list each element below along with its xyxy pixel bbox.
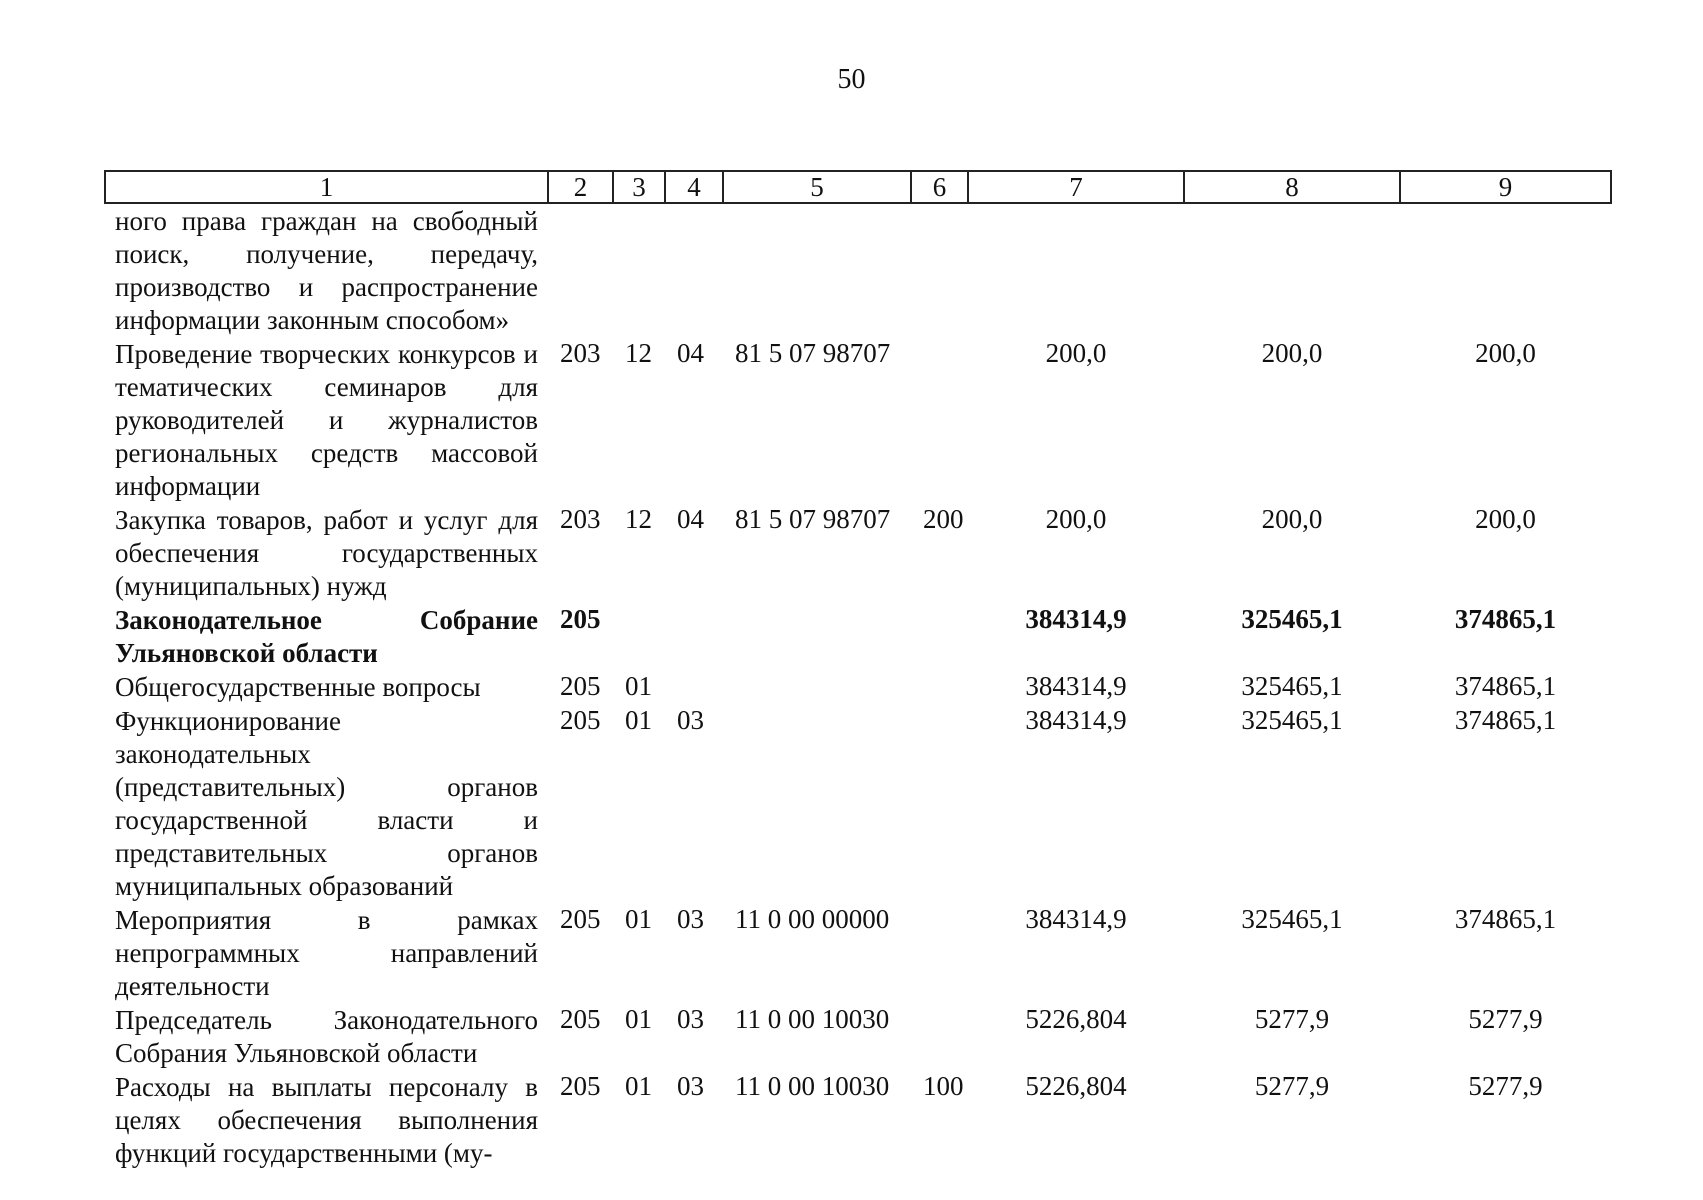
page-number: 50 (837, 64, 866, 95)
row-amount-col9-cell: 5277,9 (1468, 1071, 1543, 1101)
row-vr-code-cell (911, 603, 968, 670)
row-csr-code-cell (723, 603, 911, 670)
row-rz-code-cell: 12 (625, 504, 652, 534)
row-amount-col9-cell: 374865,1 (1454, 604, 1557, 634)
row-csr-code-cell (723, 670, 911, 704)
row-amount-col7-cell: 384314,9 (1025, 904, 1127, 934)
row-amount-col8-cell: 325465,1 (1241, 604, 1343, 634)
row-pr-code-cell: 04 (677, 504, 704, 534)
row-amount-col8-cell: 325465,1 (1241, 671, 1343, 701)
row-amount-col7-cell: 384314,9 (1025, 705, 1127, 735)
row-name-cell: Председатель Законодательного Собрания Ульяновской области (115, 1005, 538, 1068)
row-amount-col9-cell: 5277,9 (1468, 1004, 1543, 1034)
row-csr-code-cell (723, 203, 911, 337)
row-vr-code-cell (911, 670, 968, 704)
row-gr-code-cell: 205 (560, 671, 601, 701)
table-row (105, 704, 1611, 903)
row-rz-code-cell (613, 203, 665, 337)
row-vr-code-cell (911, 203, 968, 337)
row-name-cell: Закупка товаров, работ и услуг для обеспечения государственных (муниципальных) нужд (115, 505, 538, 601)
row-name-cell: Общегосударственные вопросы (115, 672, 481, 702)
row-csr-code-cell: 11 0 00 10030 (735, 1004, 890, 1034)
row-pr-code-cell: 03 (677, 904, 704, 934)
row-vr-code-cell: 100 (923, 1071, 964, 1101)
row-csr-code-cell: 81 5 07 98707 (735, 504, 891, 534)
row-amount-col8-cell: 325465,1 (1241, 705, 1343, 735)
table-row (105, 337, 1611, 503)
header-cell-1: 1 (105, 171, 548, 203)
row-name-cell: Расходы на выплаты персоналу в целях обеспечения выполнения функций государственными (му- (115, 1072, 538, 1168)
table-row (105, 503, 1611, 603)
row-rz-code-cell: 01 (625, 705, 652, 735)
row-pr-code-cell: 03 (677, 705, 704, 735)
row-name-cell: Мероприятия в рамках непрограммных направлений деятельности (115, 905, 538, 1001)
row-amount-col7-cell: 384314,9 (1025, 604, 1127, 634)
row-amount-col9-cell (1400, 203, 1611, 337)
row-pr-code-cell: 03 (677, 1071, 704, 1101)
row-name-cell: Законодательное Собрание Ульяновской области (115, 605, 538, 668)
row-name-cell: Проведение творческих конкурсов и тематических семинаров для руководителей и журналистов региональных средств массовой информации (115, 339, 538, 501)
row-amount-col9-cell: 374865,1 (1454, 705, 1557, 735)
table-row (105, 670, 1611, 704)
row-amount-col8-cell: 200,0 (1261, 504, 1323, 534)
table-row (105, 203, 1611, 337)
row-gr-code-cell: 203 (560, 504, 601, 534)
table-body (105, 203, 1611, 1170)
row-pr-code-cell (665, 670, 723, 704)
header-cell-4: 4 (665, 171, 723, 203)
row-gr-code-cell (548, 203, 613, 337)
row-rz-code-cell (613, 603, 665, 670)
row-vr-code-cell (911, 337, 968, 503)
row-csr-code-cell: 11 0 00 00000 (735, 904, 890, 934)
row-gr-code-cell: 205 (560, 705, 601, 735)
budget-table (104, 170, 1612, 1170)
header-cell-6: 6 (911, 171, 968, 203)
table-row (105, 1003, 1611, 1070)
header-cell-9: 9 (1400, 171, 1611, 203)
row-rz-code-cell: 01 (625, 904, 652, 934)
row-amount-col8-cell: 200,0 (1261, 338, 1323, 368)
row-rz-code-cell: 01 (625, 671, 652, 701)
table-row (105, 603, 1611, 670)
row-gr-code-cell: 205 (560, 904, 601, 934)
row-pr-code-cell (665, 203, 723, 337)
header-cell-2: 2 (548, 171, 613, 203)
row-amount-col9-cell: 200,0 (1475, 338, 1536, 368)
row-amount-col7-cell: 5226,804 (1025, 1004, 1127, 1034)
row-name-cell: ного права граждан на свободный поиск, получение, передачу, производство и распространение информации законным способом» (115, 206, 538, 335)
row-gr-code-cell: 203 (560, 338, 601, 368)
row-vr-code-cell (911, 903, 968, 1003)
row-gr-code-cell: 205 (560, 1071, 601, 1101)
row-amount-col8-cell (1184, 203, 1400, 337)
row-rz-code-cell: 01 (625, 1071, 652, 1101)
row-amount-col8-cell: 5277,9 (1254, 1004, 1330, 1034)
row-vr-code-cell (911, 1003, 968, 1070)
row-pr-code-cell: 03 (677, 1004, 704, 1034)
row-amount-col8-cell: 5277,9 (1254, 1071, 1330, 1101)
row-name-cell: Функционирование законодательных (представительных) органов государственной власти и представительных органов муниципальных образований (115, 706, 538, 901)
row-amount-col8-cell: 325465,1 (1241, 904, 1343, 934)
row-rz-code-cell: 01 (625, 1004, 652, 1034)
row-amount-col9-cell: 200,0 (1475, 504, 1536, 534)
row-amount-col7-cell: 5226,804 (1025, 1071, 1127, 1101)
row-csr-code-cell: 11 0 00 10030 (735, 1071, 890, 1101)
row-vr-code-cell (911, 704, 968, 903)
row-amount-col7-cell: 200,0 (1045, 504, 1107, 534)
header-cell-3: 3 (613, 171, 665, 203)
table-row (105, 1070, 1611, 1170)
header-cell-8: 8 (1184, 171, 1400, 203)
row-amount-col9-cell: 374865,1 (1454, 671, 1557, 701)
row-rz-code-cell: 12 (625, 338, 652, 368)
row-vr-code-cell: 200 (923, 504, 964, 534)
header-cell-5: 5 (723, 171, 911, 203)
row-amount-col7-cell: 384314,9 (1025, 671, 1127, 701)
row-csr-code-cell (723, 704, 911, 903)
row-csr-code-cell: 81 5 07 98707 (735, 338, 891, 368)
table-row (105, 903, 1611, 1003)
row-pr-code-cell: 04 (677, 338, 704, 368)
header-row (105, 171, 1611, 203)
row-gr-code-cell: 205 (560, 1004, 601, 1034)
header-cell-7: 7 (968, 171, 1184, 203)
row-amount-col7-cell: 200,0 (1045, 338, 1107, 368)
row-amount-col7-cell (968, 203, 1184, 337)
row-gr-code-cell: 205 (560, 604, 601, 634)
row-amount-col9-cell: 374865,1 (1454, 904, 1557, 934)
row-pr-code-cell (665, 603, 723, 670)
